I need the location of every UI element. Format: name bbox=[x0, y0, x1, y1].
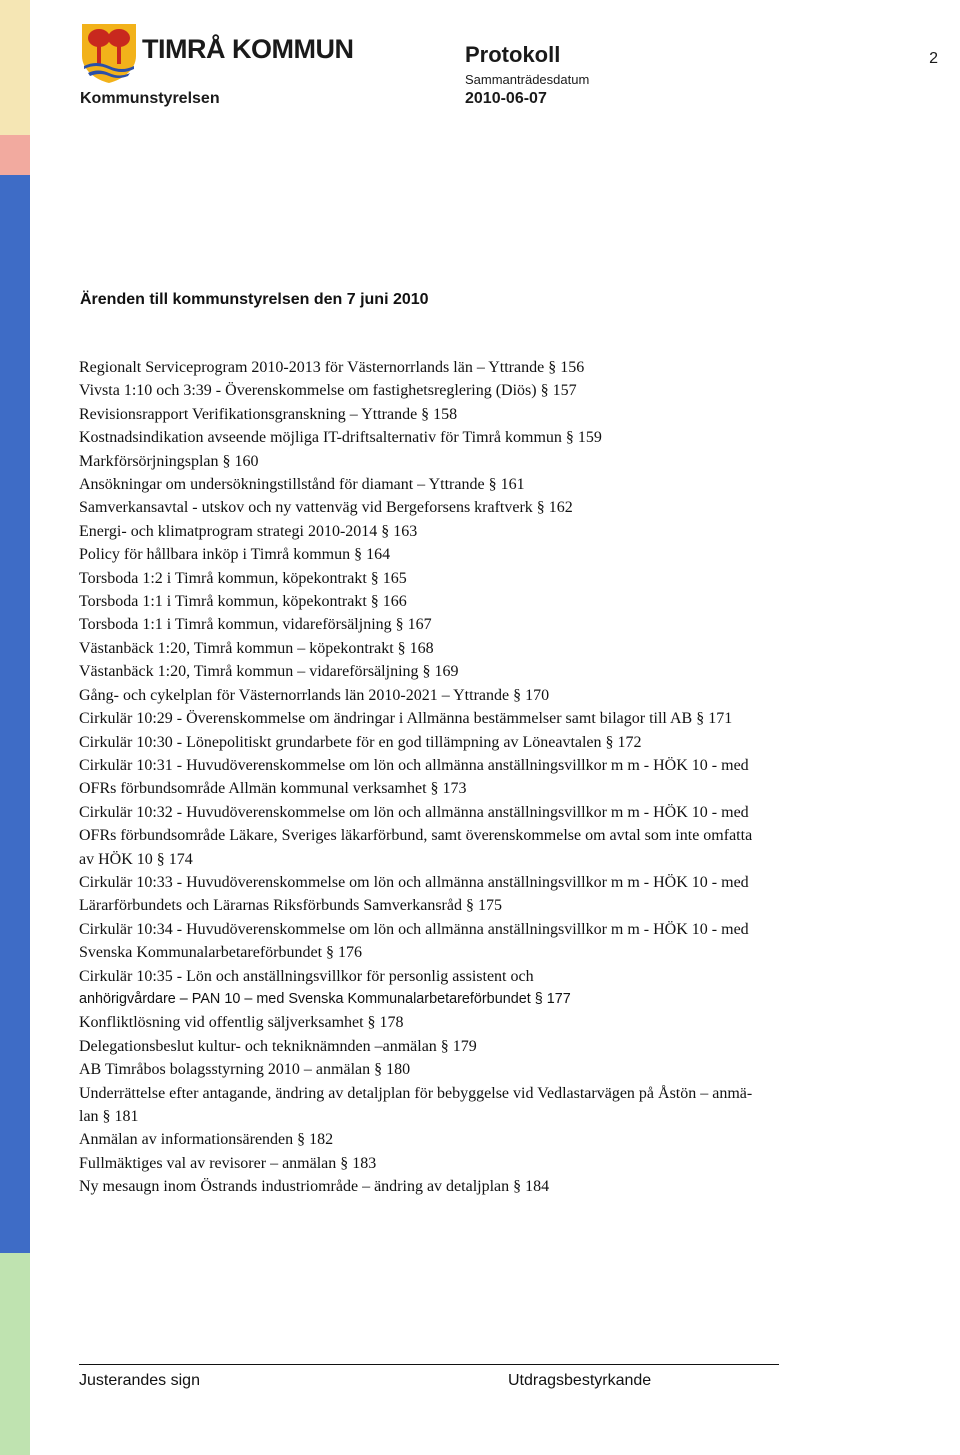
agenda-item: Anmälan av informationsärenden § 182 bbox=[79, 1131, 334, 1149]
sidebar-blue-band bbox=[0, 175, 30, 1253]
agenda-item: Torsboda 1:1 i Timrå kommun, vidareförsäljning § 167 bbox=[79, 616, 432, 634]
agenda-item: Policy för hållbara inköp i Timrå kommun § 164 bbox=[79, 546, 391, 564]
agenda-item: Kostnadsindikation avseende möjliga IT-driftsalternativ för Timrå kommun § 159 bbox=[79, 429, 602, 447]
page-number: 2 bbox=[929, 50, 938, 67]
agenda-item: Cirkulär 10:32 - Huvudöverenskommelse om lön och allmänna anställningsvillkor m m - HÖK 10 - med bbox=[79, 803, 749, 821]
agenda-item: AB Timråbos bolagsstyrning 2010 – anmälan § 180 bbox=[79, 1061, 411, 1079]
agenda-item: Västanbäck 1:20, Timrå kommun – köpekontrakt § 168 bbox=[79, 639, 434, 657]
agenda-item: Regionalt Serviceprogram 2010-2013 för Västernorrlands län – Yttrande § 156 bbox=[79, 359, 585, 376]
agenda-item: anhörigvårdare – PAN 10 – med Svenska Kommunalarbetareförbundet § 177 bbox=[79, 990, 571, 1007]
agenda-item: Fullmäktiges val av revisorer – anmälan § 183 bbox=[79, 1154, 377, 1172]
agenda-item: Cirkulär 10:35 - Lön och anställningsvillkor för personlig assistent och bbox=[79, 967, 534, 985]
agenda-item: Cirkulär 10:30 - Lönepolitiskt grundarbete för en god tillämpning av Löneavtalen § 172 bbox=[79, 733, 642, 751]
agenda-item: OFRs förbundsområde Läkare, Sveriges läkarförbund, samt överenskommelse om avtal som inte omfatta bbox=[79, 827, 753, 845]
agenda-item: lan § 181 bbox=[79, 1108, 139, 1125]
municipality-logo bbox=[78, 22, 140, 84]
agenda-item: Ny mesaugn inom Östrands industriområde – ändring av detaljplan § 184 bbox=[79, 1178, 550, 1196]
meeting-date-label: Sammanträdesdatum bbox=[465, 72, 590, 87]
sidebar-green-band bbox=[0, 1253, 30, 1455]
page-heading: Ärenden till kommunstyrelsen den 7 juni 2010 bbox=[80, 291, 429, 308]
meeting-date: 2010-06-07 bbox=[465, 90, 547, 107]
document-type: Protokoll bbox=[465, 42, 561, 67]
agenda-item: Torsboda 1:2 i Timrå kommun, köpekontrakt § 165 bbox=[79, 569, 407, 587]
agenda-item: Cirkulär 10:29 - Överenskommelse om ändringar i Allmänna bestämmelser samt bilagor till AB § 171 bbox=[79, 710, 733, 728]
agenda-item: Konfliktlösning vid offentlig säljverksamhet § 178 bbox=[79, 1014, 404, 1032]
agenda-item: Cirkulär 10:34 - Huvudöverenskommelse om lön och allmänna anställningsvillkor m m - HÖK 10 - med bbox=[79, 920, 749, 938]
agenda-item: Vivsta 1:10 och 3:39 - Överenskommelse om fastighetsreglering (Diös) § 157 bbox=[79, 382, 577, 400]
agenda-item: Markförsörjningsplan § 160 bbox=[79, 452, 259, 470]
agenda-item: Cirkulär 10:33 - Huvudöverenskommelse om lön och allmänna anställningsvillkor m m - HÖK 10 - med bbox=[79, 873, 749, 891]
agenda-item: Lärarförbundets och Lärarnas Riksförbunds Samverkansråd § 175 bbox=[79, 897, 502, 915]
agenda-item: Samverkansavtal - utskov och ny vattenväg vid Bergeforsens kraftverk § 162 bbox=[79, 499, 573, 517]
department-name: Kommunstyrelsen bbox=[80, 90, 220, 107]
agenda-item: Revisionsrapport Verifikationsgranskning – Yttrande § 158 bbox=[79, 405, 458, 423]
agenda-item: Ansökningar om undersökningstillstånd för diamant – Yttrande § 161 bbox=[79, 476, 525, 494]
color-sidebar bbox=[0, 0, 30, 1455]
agenda-item: Delegationsbeslut kultur- och tekniknämnden –anmälan § 179 bbox=[79, 1037, 477, 1055]
footer-rule bbox=[79, 1364, 779, 1365]
sidebar-yellow-band bbox=[0, 0, 30, 135]
certification-label: Utdragsbestyrkande bbox=[508, 1372, 652, 1389]
signature-label: Justerandes sign bbox=[79, 1372, 200, 1389]
agenda-item: Underrättelse efter antagande, ändring av detaljplan för bebyggelse vid Vedlastarvägen på Åstön – anmä- bbox=[79, 1084, 753, 1102]
agenda-item: Svenska Kommunalarbetareförbundet § 176 bbox=[79, 944, 363, 962]
agenda-item: Torsboda 1:1 i Timrå kommun, köpekontrakt § 166 bbox=[79, 593, 407, 611]
agenda-item: av HÖK 10 § 174 bbox=[79, 850, 193, 868]
agenda-item: Västanbäck 1:20, Timrå kommun – vidareförsäljning § 169 bbox=[79, 663, 459, 681]
sidebar-red-band bbox=[0, 135, 30, 175]
logo-wordmark: TIMRÅ KOMMUN bbox=[142, 34, 354, 64]
agenda-item: Gång- och cykelplan för Västernorrlands län 2010-2021 – Yttrande § 170 bbox=[79, 686, 550, 704]
agenda-item: Energi- och klimatprogram strategi 2010-2014 § 163 bbox=[79, 522, 418, 540]
agenda-list bbox=[79, 356, 921, 1199]
agenda-item: OFRs förbundsområde Allmän kommunal verksamhet § 173 bbox=[79, 780, 467, 798]
agenda-item: Cirkulär 10:31 - Huvudöverenskommelse om lön och allmänna anställningsvillkor m m - HÖK 10 - med bbox=[79, 756, 749, 774]
